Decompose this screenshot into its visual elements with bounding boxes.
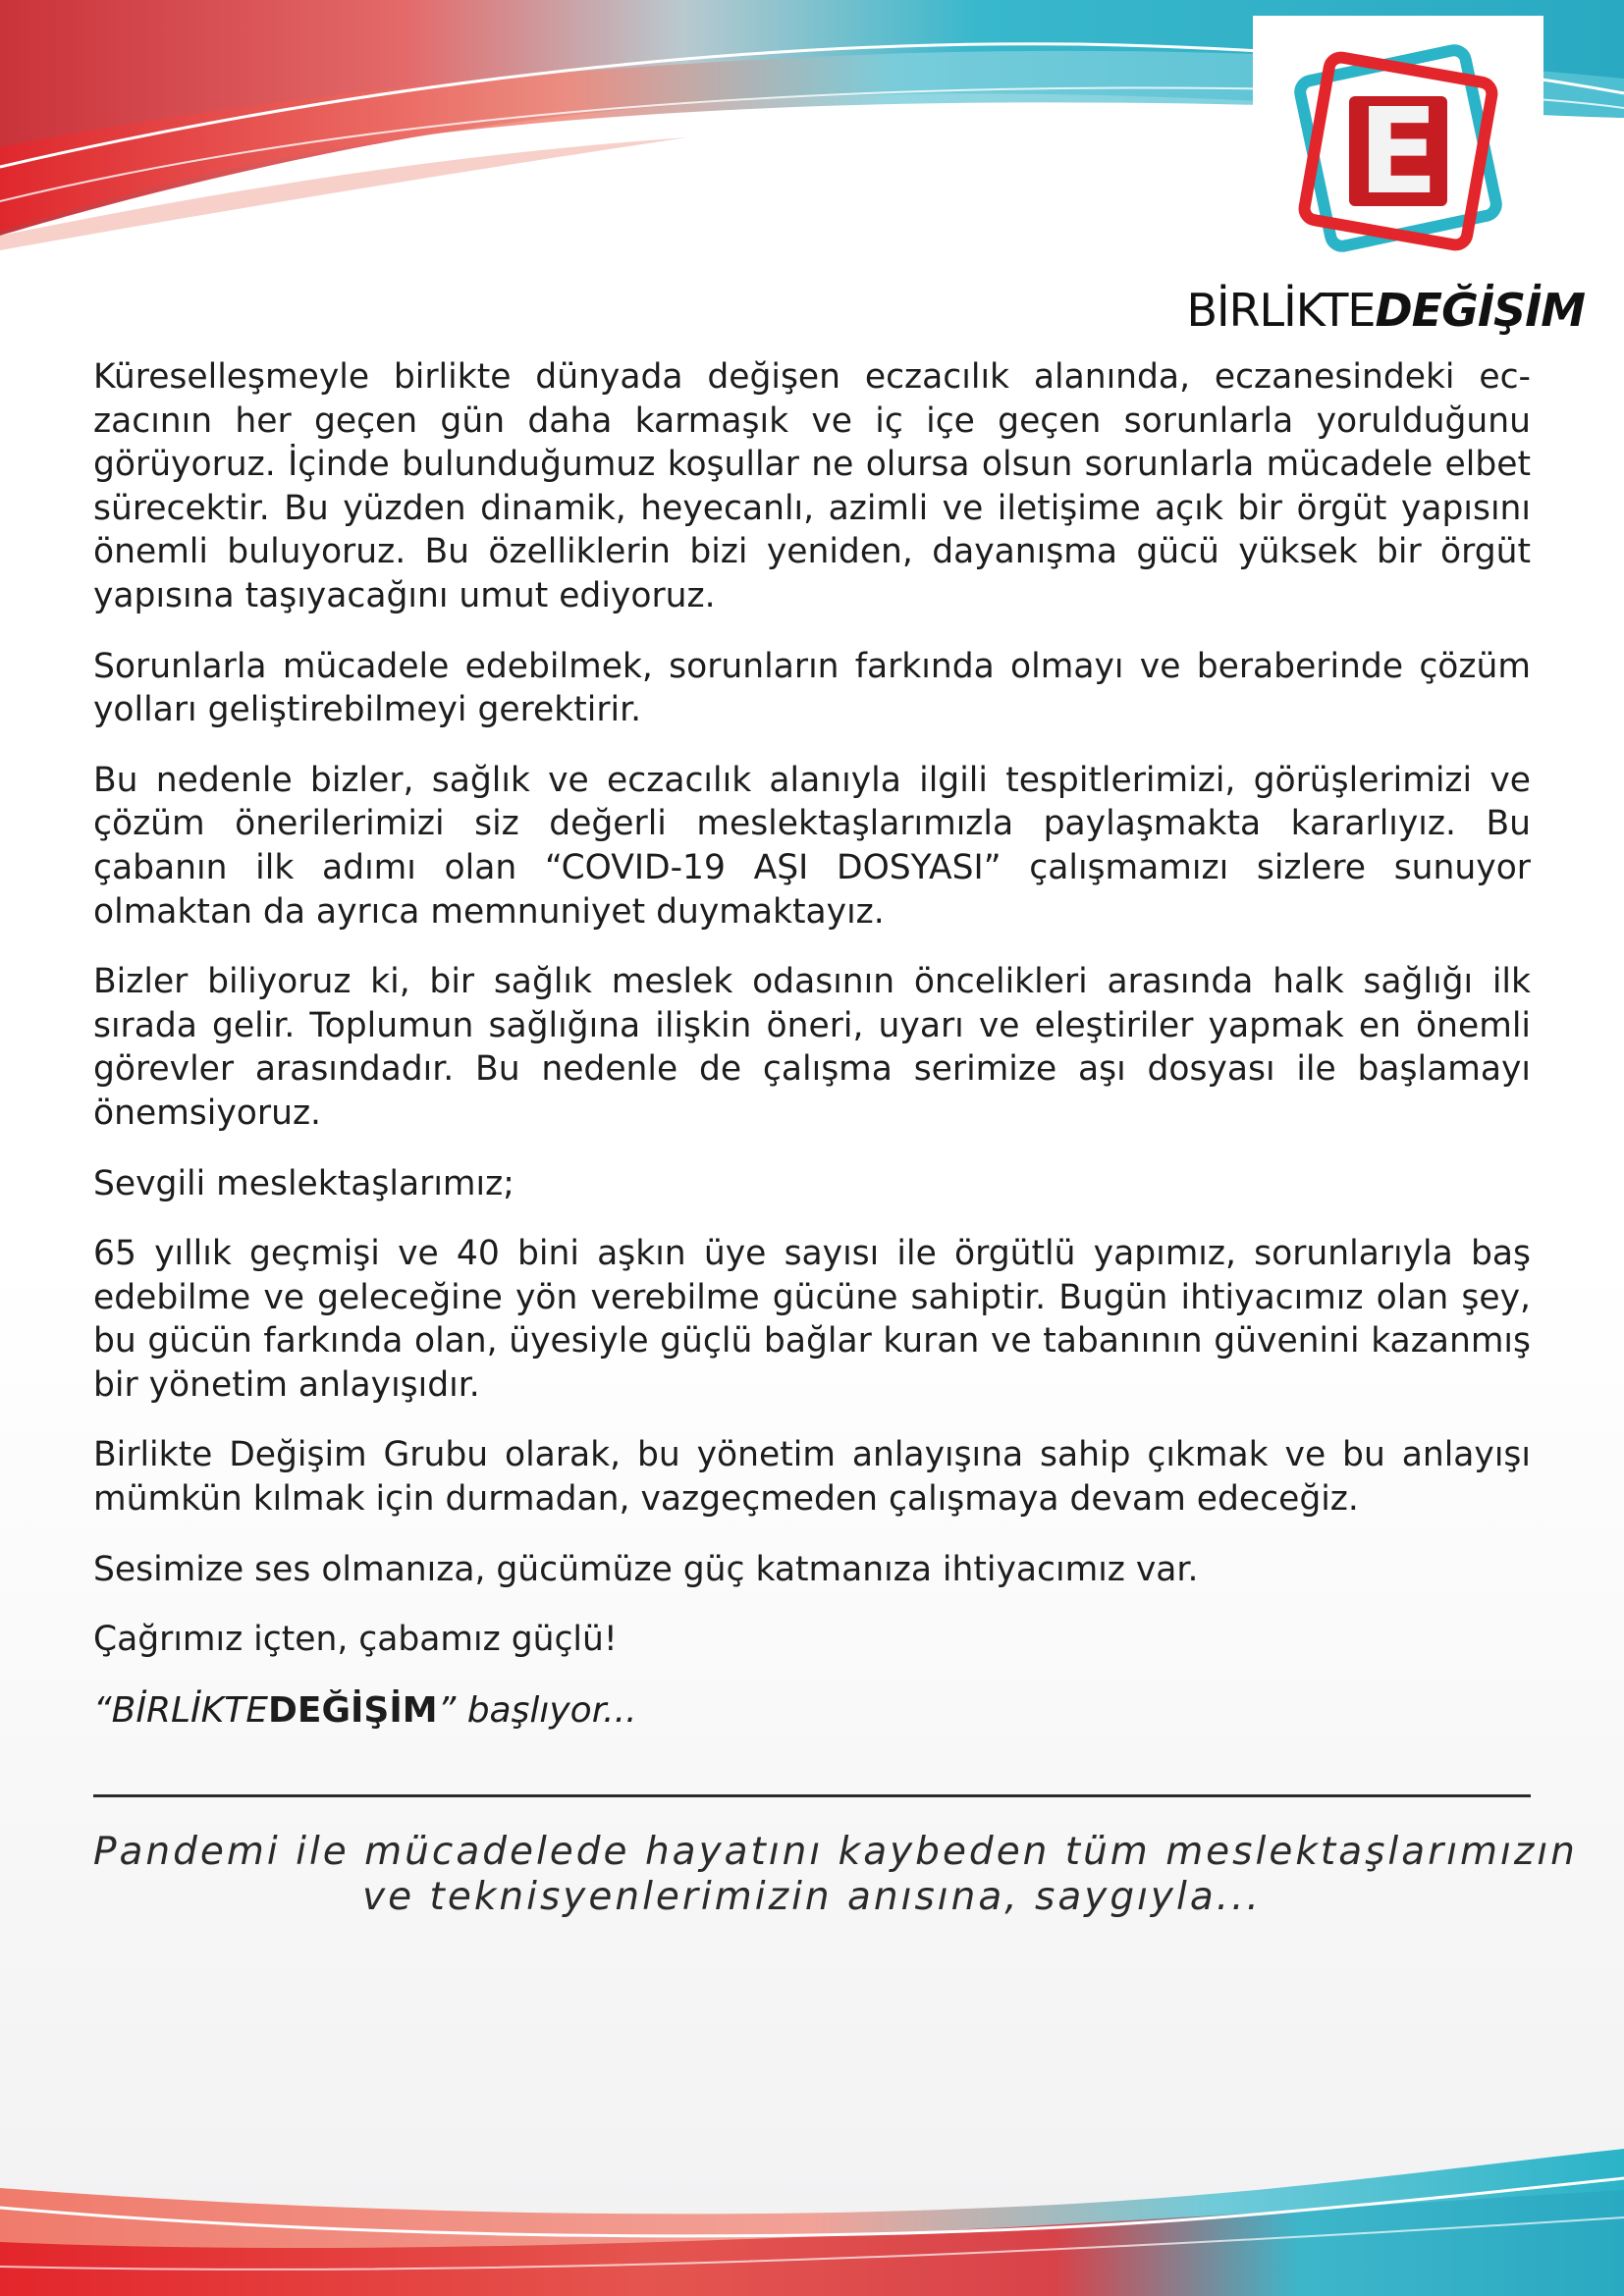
logo-letter: E bbox=[1358, 84, 1438, 221]
brand-name-regular: BİRLİKTE bbox=[1186, 284, 1376, 337]
paragraph-slogan: Çağrımız içten, çabamız güçlü! bbox=[93, 1620, 618, 1660]
letter-body bbox=[93, 355, 1531, 1760]
brand-name-bold: DEĞİŞİM bbox=[1375, 284, 1585, 337]
birlikte-degisim-logo bbox=[1272, 35, 1524, 261]
signature-open-quote: “ bbox=[93, 1689, 112, 1731]
memorial-line-2: ve teknisyenlerimizin anısına, saygıyla... bbox=[362, 1875, 1262, 1919]
bottom-wave-decoration bbox=[0, 2149, 1624, 2296]
paragraph-salutation: Sevgili meslektaşlarımız; bbox=[93, 1163, 514, 1203]
signature-bold: DEĞİŞİM bbox=[268, 1689, 438, 1731]
signature-regular: BİRLİKTE bbox=[111, 1689, 269, 1731]
logo-box bbox=[1253, 16, 1543, 277]
paragraph-commitment: Bu nedenle bizler, sağlık ve eczacılık alanıyla ilgili tespitlerimizi, görüşlerimizi ve çözüm önerilerimizi siz değerli meslektaşlarımızla paylaşmakta kararlıyız. Bu çabanın ilk adımı olan “COVID-19 AŞI DOSYASI” çalışmamızı sizlere sunuyor olmaktan da ayrıca memnuniyet duymaktayız. bbox=[93, 760, 1531, 932]
divider-line bbox=[93, 1794, 1531, 1797]
memorial-line-1: Pandemi ile mücadelede hayatını kaybeden tüm meslektaşlarımızın bbox=[93, 1830, 1578, 1874]
brand-name bbox=[1186, 283, 1585, 338]
memorial-dedication bbox=[93, 1830, 1578, 1920]
paragraph-intro: Küreselleşmeyle birlikte dünyada değişen eczacılık alanında, eczanesindeki eczacının her geçen gün daha karmaşık ve iç içe geçen sorunlarla yorulduğunu görüyoruz. İçinde bulunduğumuz koşullar ne olursa olsun sorunlarla mücadele elbet sürecektir. Bu yüzden dinamik, heyecanlı, azimli ve iletişime açık bir örgüt yapısını önemli buluyoruz. Bu özelliklerin bizi yeniden, dayanışma gücü yüksek bir örgüt yapısına taşıyacağını umut ediyoruz. bbox=[93, 357, 1531, 615]
signature-line bbox=[93, 1688, 1531, 1734]
paragraph-group: Birlikte Değişim Grubu olarak, bu yönetim anlayışına sahip çıkmak ve bu anlayışı mümkün kılmak için durmadan, vazgeçmeden çalışmaya devam edeceğiz. bbox=[93, 1435, 1531, 1520]
paragraph-public-health: Bizler biliyoruz ki, bir sağlık meslek odasının öncelikleri arasında halk sağlığı ilk sırada gelir. Toplumun sağlığına ilişkin öneri, uyarı ve eleştiriler yapmak en önemli görevler arasındadır. Bu nedenle de çalışma serimize aşı dosyası ile başlamayı önemsiyoruz. bbox=[93, 962, 1531, 1133]
paragraph-history: 65 yıllık geçmişi ve 40 bini aşkın üye sayısı ile örgütlü yapımız, sorunlarıyla baş edebilme ve geleceğine yön verebilme gücüne sahiptir. Bugün ihtiyacımız olan şey, bu gücün farkında olan, üyesiyle güçlü bağlar kuran ve tabanının güvenini kazanmış bir yönetim anlayışıdır. bbox=[93, 1234, 1531, 1405]
paragraph-call: Sesimize ses olmanıza, gücümüze güç katmanıza ihtiyacımız var. bbox=[93, 1549, 1199, 1589]
paragraph-problems: Sorunlarla mücadele edebilmek, sorunların farkında olmayı ve beraberinde çözüm yolları geliştirebilmeyi gerektirir. bbox=[93, 646, 1531, 730]
signature-close: ” başlıyor... bbox=[437, 1689, 637, 1731]
